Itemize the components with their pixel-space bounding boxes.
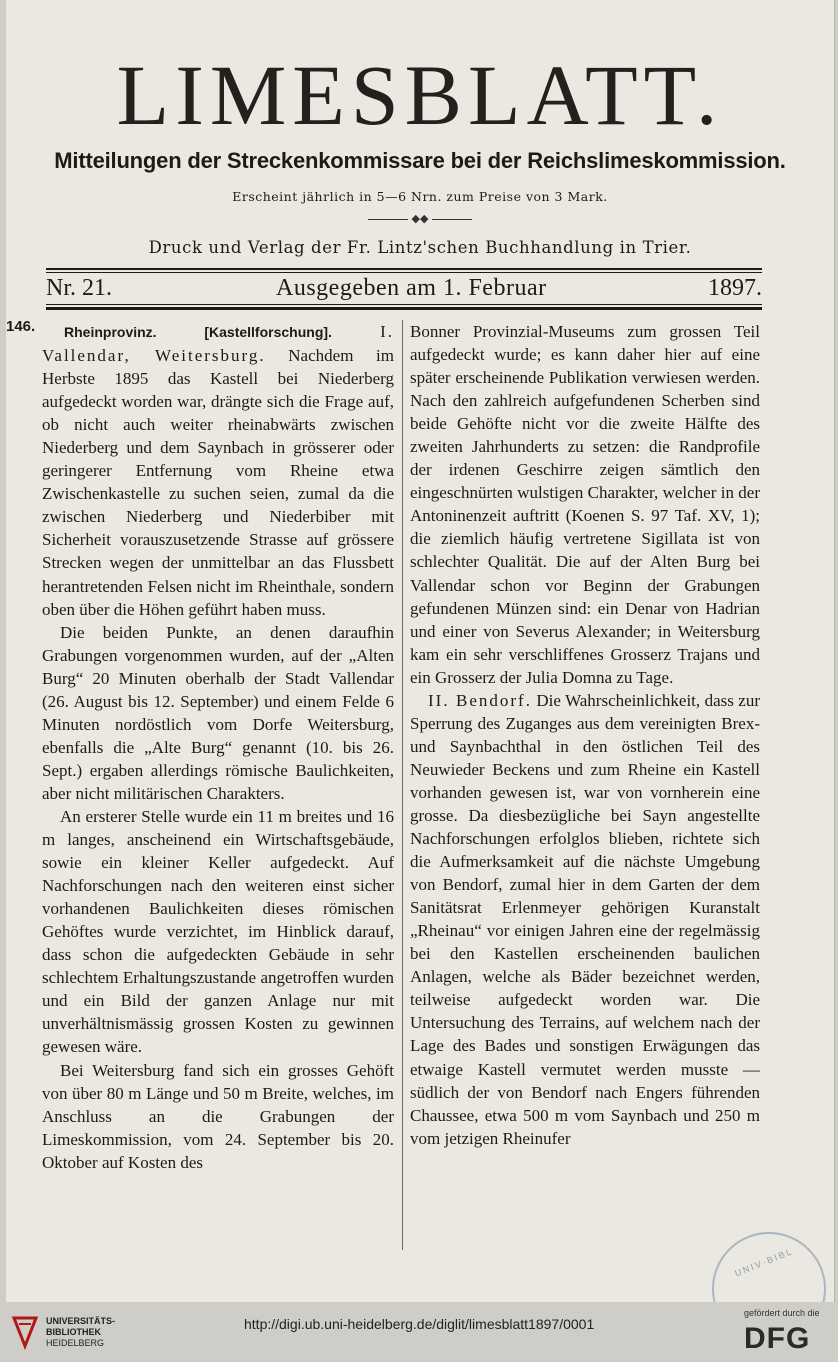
funding-label: gefördert durch die — [744, 1308, 820, 1318]
issue-year: 1897. — [708, 275, 762, 301]
library-name-line: HEIDELBERG — [46, 1338, 105, 1348]
stamp-lettering: UNIV·BIBL — [733, 1245, 795, 1279]
right-column — [410, 320, 760, 1150]
dfg-logo[interactable]: DFG — [744, 1322, 811, 1355]
section-heading-2: II. Bendorf. — [428, 690, 532, 710]
paragraph: Nachdem im Herbste 1895 das Kastell bei Niederberg aufgedeckt worden war, drängte sich die Frage auf, ob nicht auch weiter rheinabwärts zwischen Niederberg und dem Saynbach in grösserer oder geringerer Entfernung vom Rheine etwa Zwischenkastelle zu suchen seien, zumal da die zwischen Niederberg und Niederbiber mit Sicherheit vorauszusetzende Strasse auf grössere Strecken wegen der unmittelbar an das Flussbett herantretenden Felsen nicht im Rheinthale, sondern oben über die Höhen geführt haben muss. — [42, 346, 394, 619]
article-rubric: Rheinprovinz. [Kastellforschung]. — [64, 324, 332, 340]
article-number: 146. — [6, 318, 36, 335]
paragraph: Die beiden Punkte, an denen daraufhin Grabungen vorgenommen wurden, auf der „Alten Burg“ 20 Minuten oberhalb der Stadt Vallendar (26. August bis 12. September) und einem Felde 6 Minuten nordöstlich vom Dorfe Weitersburg, ebenfalls die „Alte Burg“ genannt (10. bis 26. Sept.) ergaben allerdings römische Baulichkeiten, aber nicht militärischen Charakters. — [42, 622, 394, 803]
issue-line — [46, 275, 762, 305]
journal-title: LIMESBLATT. — [116, 47, 724, 143]
issue-number: Nr. 21. — [46, 275, 112, 301]
top-rule — [46, 268, 762, 270]
publisher-line: Druck und Verlag der Fr. Lintz'schen Buchhandlung in Trier. — [148, 238, 692, 257]
paragraph: Bonner Provinzial-Museums zum grossen Teil aufgedeckt wurde; es kann daher hier auf eine später erscheinende Publikation verwiesen werden. Nach den zahlreich aufgefundenen Scherben sind beide Gehöfte nicht vor die zweite Hälfte des zweiten Jahrhunderts zu setzen: die Randprofile der irdenen Geschirre zeigen sämtlich den eingeschnürten wulstigen Charakter, welcher in der Antoninenzeit auftritt (Koenen S. 97 Taf. XV, 1); die ziemlich häufig vertretene Sigillata ist von schlechter Qualität. Die auf der Alten Burg bei Vallendar schon vor Beginn der Grabungen gefundenen Münzen sind: ein Denar von Hadrian und einer von Severus Alexander; in Weitersburg kam ein sehr verschliffenes Grosserz Trajans und ein Grosserz der Julia Domna zu Tage. — [410, 322, 760, 687]
left-column — [42, 320, 394, 1174]
scanned-page — [6, 0, 835, 1302]
library-name-line: BIBLIOTHEK — [46, 1327, 101, 1337]
section-2-paragraph — [410, 689, 760, 1150]
document-url-link[interactable]: http://digi.ub.uni-heidelberg.de/diglit/limesblatt1897/0001 — [244, 1316, 595, 1332]
paragraph: An ersterer Stelle wurde ein 11 m breites und 16 m langes, anscheinend ein Wirtschaftsgebäude, sowie ein kleiner Keller aufgedeckt. Auf Nachforschungen nach den weiteren einst sicher vorhandenen Baulichkeiten dieses römischen Gehöftes wurde verzichtet, im Hinblick darauf, dass schon die aufgedeckten Gebäude in sehr schlechtem Erhaltungszustande angetroffen wurden und ein Bild der ganzen Anlage nur mit unverhältnismässig grossen Kosten zu gewinnen gewesen wäre. — [42, 806, 394, 1057]
viewer-footer — [0, 1302, 838, 1362]
paragraph: Bei Weitersburg fand sich ein grosses Gehöft von über 80 m Länge und 50 m Breite, welches, im Anschluss an die Grabungen der Limeskommission, vom 24. September bis 20. Oktober auf Kosten des — [42, 1060, 394, 1172]
issue-rule-thick — [46, 307, 762, 310]
article-opening — [42, 320, 394, 621]
ub-heidelberg-logo-icon[interactable] — [10, 1310, 40, 1352]
top-rule-thin — [46, 272, 762, 273]
journal-subtitle: Mitteilungen der Streckenkommissare bei der Reichslimeskommission. — [54, 148, 786, 173]
library-name — [46, 1316, 115, 1349]
issue-date: Ausgegeben am 1. Februar — [276, 275, 547, 301]
paragraph: Die Wahrscheinlichkeit, dass zur Sperrung des Zuganges aus dem vereinigten Brex- und Saynbachthal in den östlichen Teil des Neuwieder Beckens und zum Rheine ein Kastell vorhanden gewesen ist, war von vornherein eine grosse. Da diesbezügliche bei Sayn angestellte Nachforschungen erfolglos blieben, richtete sich die Aufmerksamkeit auf die nächste Umgebung von Bendorf, zumal hier in dem Garten der dem Sanitätsrat Erlenmeyer gehörigen Kuranstalt „Rheinau“ vor einigen Jahren eine der regelmässig bei den Kastellen erscheinenden baulichen Anlagen, welche als Bäder bezeichnet werden, teilweise aufgedeckt worden war. Die Untersuchung des Terrains, auf welchem nach der Lage des Bades und sonstigen Erwägungen das etwaige Kastell vermutet werden musste — südlich der von Bendorf nach Engers führenden Chaussee, etwa 500 m vom Saynbach und 250 m vom jetzigen Rheinufer — [410, 690, 760, 1148]
issue-rule — [46, 304, 762, 305]
section-heading-1: I. Vallendar, Weitersburg. — [42, 322, 394, 366]
publication-frequency: Erscheint jährlich in 5—6 Nrn. zum Preise von 3 Mark. — [232, 189, 608, 204]
library-name-line: UNIVERSITÄTS- — [46, 1316, 116, 1326]
column-divider — [402, 320, 403, 1250]
ornament-divider: ◆◆ — [6, 212, 834, 225]
